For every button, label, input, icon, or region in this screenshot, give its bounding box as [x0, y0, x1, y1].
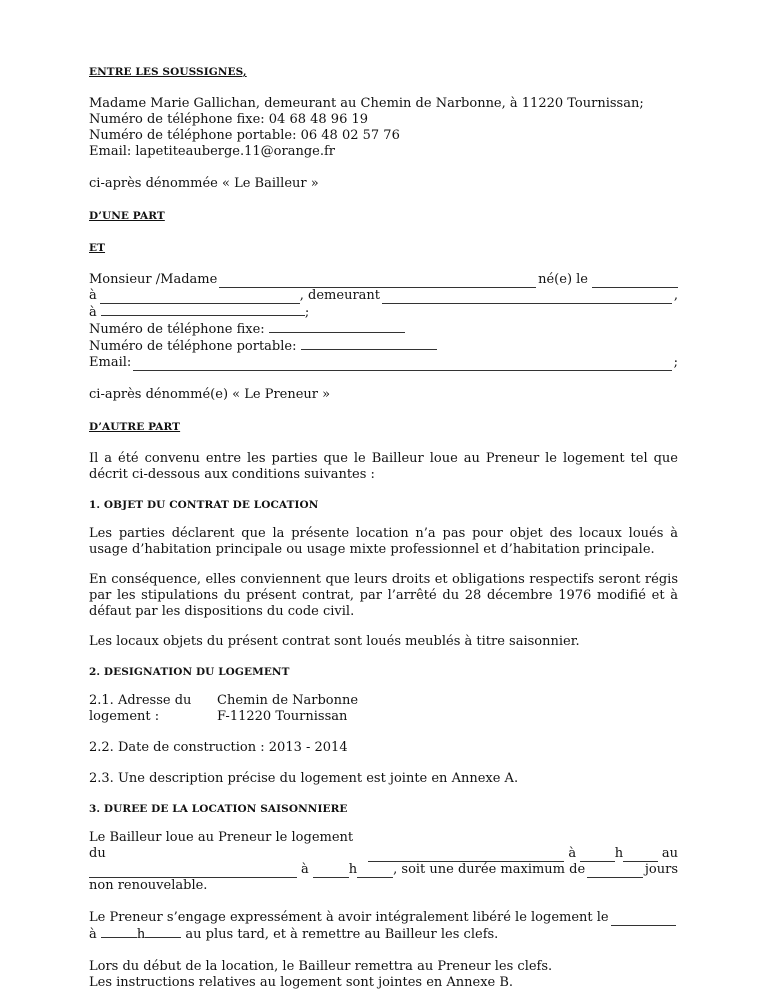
- section1-heading: 1. OBJET DU CONTRAT DE LOCATION: [89, 499, 319, 511]
- preneur-alias: ci-après dénommé(e) « Le Preneur »: [89, 387, 331, 402]
- start-hour-blank[interactable]: [580, 850, 615, 862]
- release-line: [89, 926, 678, 943]
- tel-fixe-label: Numéro de téléphone fixe:: [89, 322, 265, 337]
- address-blank[interactable]: [382, 292, 672, 304]
- bailleur-block: [89, 96, 678, 160]
- preneur-tel-portable-line: [89, 338, 678, 355]
- description-note: 2.3. Une description précise du logement est jointe en Annexe A.: [89, 771, 519, 786]
- section1-paragraph: Les locaux objets du présent contrat sont loués meublés à titre saisonnier.: [89, 634, 580, 649]
- demeurant-label: , demeurant: [299, 288, 380, 303]
- bailleur-line: Madame Marie Gallichan, demeurant au Chemin de Narbonne, à 11220 Tournissan;: [89, 96, 644, 111]
- name-blank[interactable]: [219, 276, 536, 288]
- section1-paragraph: En conséquence, elles conviennent que leurs droits et obligations respectifs seront régis par les stipulations du présent contrat, par l’arrêté du 28 décembre 1976 modifié et à défaut par les dispositions du code civil.: [89, 572, 678, 619]
- semicolon-mark: ;: [673, 355, 678, 370]
- h-label: h: [614, 846, 624, 861]
- end-minute-blank[interactable]: [357, 866, 393, 878]
- duration-line: [89, 830, 678, 862]
- tel-portable-blank[interactable]: [301, 338, 437, 350]
- et-heading: ET: [89, 242, 106, 254]
- monsieur-label: Monsieur /Madame: [89, 272, 218, 287]
- ne-le-label: né(e) le: [538, 272, 588, 287]
- engage-text: Le Preneur s’engage expressément à avoir intégralement libéré le logement le: [89, 910, 609, 925]
- instructions-line: Les instructions relatives au logement sont jointes en Annexe B.: [89, 975, 514, 990]
- duration-line: [89, 862, 678, 878]
- preneur-email-line: [89, 355, 678, 371]
- release-hour-blank[interactable]: [101, 926, 137, 938]
- address-value: [217, 693, 358, 725]
- email-label: Email:: [89, 355, 132, 370]
- section1-paragraph: Les parties déclarent que la présente location n’a pas pour objet des locaux loués à usage d’habitation principale ou usage mixte professionnel et d’habitation principale.: [89, 526, 678, 557]
- a-label: à: [89, 288, 97, 303]
- city-blank[interactable]: [101, 304, 305, 316]
- release-minute-blank[interactable]: [145, 926, 181, 938]
- days-blank[interactable]: [587, 866, 643, 878]
- intro-paragraph: Il a été convenu entre les parties que le Bailleur loue au Preneur le logement tel que décrit ci-dessous aux conditions suivantes :: [89, 451, 678, 482]
- h-label: h: [136, 927, 146, 942]
- plus-tard-text: au plus tard, et à remettre au Bailleur les clefs.: [185, 927, 499, 942]
- release-date-blank[interactable]: [611, 914, 676, 926]
- semicolon-mark: ;: [304, 305, 310, 320]
- a-label: à: [89, 927, 97, 942]
- a-label: à: [89, 305, 97, 320]
- start-minute-blank[interactable]: [623, 850, 658, 862]
- bailleur-line: Email: lapetiteauberge.11@orange.fr: [89, 144, 335, 159]
- au-label: au: [661, 846, 678, 861]
- section2-heading: 2. DESIGNATION DU LOGEMENT: [89, 666, 290, 678]
- a-label: à: [568, 846, 577, 861]
- bailleur-alias: ci-après dénommée « Le Bailleur »: [89, 176, 319, 191]
- address-row: [89, 693, 678, 725]
- preneur-name-line: [89, 272, 678, 288]
- parties-heading: ENTRE LES SOUSSIGNES,: [89, 66, 247, 78]
- release-paragraph: [89, 910, 678, 943]
- dune-part-heading: D’UNE PART: [89, 210, 165, 222]
- end-date-blank[interactable]: [89, 866, 297, 878]
- birthdate-blank[interactable]: [592, 276, 678, 288]
- preneur-address-line: [89, 288, 678, 304]
- tel-portable-label: Numéro de téléphone portable:: [89, 339, 297, 354]
- a-label: à: [301, 862, 309, 877]
- non-renouvelable: non renouvelable.: [89, 878, 208, 893]
- h-label: h: [348, 862, 358, 877]
- start-date-blank[interactable]: [368, 850, 565, 862]
- address-line: Chemin de Narbonne: [217, 693, 359, 708]
- email-blank[interactable]: [133, 359, 671, 371]
- address-line: F-11220 Tournissan: [217, 709, 348, 724]
- tel-fixe-blank[interactable]: [269, 321, 405, 333]
- construction-date: 2.2. Date de construction : 2013 - 2014: [89, 740, 348, 755]
- address-label: 2.1. Adresse du logement :: [89, 693, 192, 724]
- preneur-city-line: [89, 304, 678, 321]
- duration-paragraph: [89, 830, 678, 894]
- preneur-block: [89, 272, 678, 371]
- comma-mark: ,: [673, 288, 678, 303]
- bailleur-line: Numéro de téléphone fixe: 04 68 48 96 19: [89, 112, 369, 127]
- end-hour-blank[interactable]: [313, 866, 349, 878]
- jours-label: jours: [644, 862, 678, 877]
- bailleur-line: Numéro de téléphone portable: 06 48 02 57 76: [89, 128, 400, 143]
- contract-page: [89, 64, 678, 991]
- duration-text: Le Bailleur loue au Preneur le logement du: [89, 830, 354, 861]
- soit-text: , soit une durée maximum de: [393, 862, 586, 877]
- birthplace-blank[interactable]: [100, 292, 300, 304]
- keys-line: Lors du début de la location, le Bailleur remettra au Preneur les clefs.: [89, 959, 553, 974]
- dautre-part-heading: D’AUTRE PART: [89, 421, 181, 433]
- preneur-tel-fixe-line: [89, 321, 678, 338]
- section3-heading: 3. DUREE DE LA LOCATION SAISONNIERE: [89, 803, 348, 815]
- keys-paragraph: [89, 959, 678, 991]
- release-line: [89, 910, 678, 926]
